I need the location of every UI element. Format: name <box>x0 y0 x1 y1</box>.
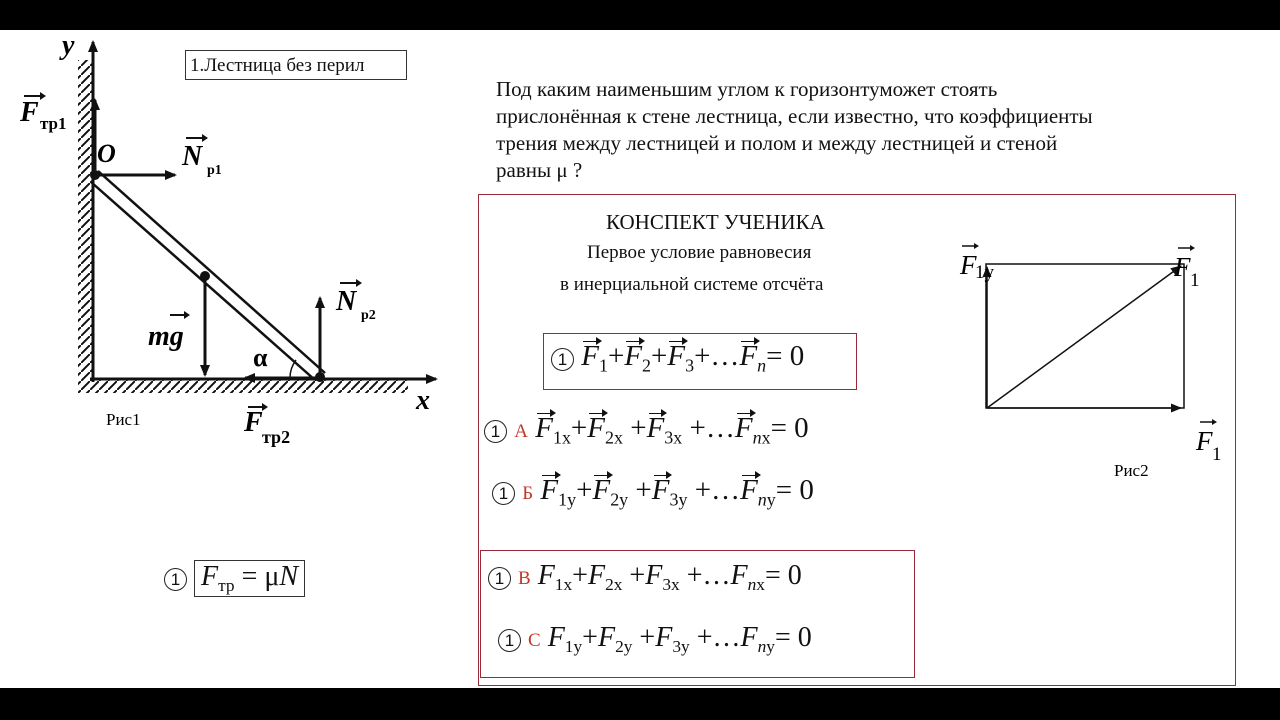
fig1-caption: Рис1 <box>106 410 141 429</box>
svg-text:F: F <box>1196 426 1213 456</box>
question-line-2: прислонённая к стене лестница, если известно, что коэффициенты <box>496 104 1093 128</box>
question-line-3: трения между лестницей и полом и между лестницей и стеной <box>496 131 1058 155</box>
svg-text:F: F <box>20 97 39 128</box>
svg-text:тр2: тр2 <box>262 427 291 447</box>
wall-hatch <box>78 60 93 380</box>
conspect-subtitle-2: в инерциальной системе отсчёта <box>560 274 824 295</box>
label-f1 <box>1173 245 1200 291</box>
svg-text:N: N <box>336 286 357 317</box>
svg-text:F: F <box>1174 252 1191 282</box>
label-c: В <box>518 568 531 589</box>
mark-b: 1 <box>492 482 515 505</box>
vector-f1 <box>987 266 1181 408</box>
axis-y-label: y <box>62 30 75 61</box>
eq-b: 1 Б $F_{1y}+F_{2y} +F_{3y}$ $+\dots F_{ny}= 0$ <box>492 474 814 510</box>
question-line-4: равны μ ? <box>496 158 583 182</box>
label-d: С <box>528 630 541 651</box>
friction-formula: 1 $F_{тр} = \mu N$ <box>164 560 305 597</box>
floor-hatch <box>78 380 408 393</box>
svg-text:mg: mg <box>148 321 184 352</box>
mark-d: 1 <box>498 629 521 652</box>
svg-text:р2: р2 <box>361 308 376 323</box>
fig1-title-box <box>185 50 407 80</box>
svg-text:р1: р1 <box>207 163 222 178</box>
figure-1-ladder <box>0 30 470 470</box>
label-np2 <box>335 279 376 323</box>
svg-text:N: N <box>182 141 203 172</box>
angle-label: α <box>253 343 268 372</box>
axis-x-label: x <box>416 385 430 416</box>
ladder-edge-bottom <box>91 182 315 380</box>
label-f1x <box>1195 419 1222 465</box>
label-a: А <box>514 421 528 442</box>
fig2-caption: Рис2 <box>1114 461 1149 480</box>
svg-text:тр1: тр1 <box>40 114 67 133</box>
mark-a: 1 <box>484 420 507 443</box>
label-f1y <box>959 243 995 283</box>
label-ftr1 <box>19 92 67 133</box>
eq-c: 1 В $F_{1x}+F_{2x} +F_{3x}$ $+\dots F_{nx}= 0$ <box>488 560 802 595</box>
question-text <box>496 76 1093 184</box>
conspect-subtitle-1: Первое условие равновесия <box>587 242 812 263</box>
svg-text:F: F <box>244 407 263 438</box>
label-np1 <box>181 134 222 178</box>
mark-main: 1 <box>551 348 574 371</box>
figure-2-vectors <box>940 210 1240 490</box>
conspect-title: КОНСПЕКТ УЧЕНИКА <box>606 210 825 234</box>
mark-friction: 1 <box>164 568 187 591</box>
ladder-edge-top <box>98 171 325 373</box>
label-ftr2 <box>243 403 290 447</box>
eq-d: 1 С $F_{1y}+F_{2y} +F_{3y}$ $+\dots F_{ny}= 0$ <box>498 622 812 657</box>
svg-text:1: 1 <box>1212 444 1222 465</box>
svg-text:F: F <box>960 250 977 280</box>
origin-label: O <box>97 139 116 168</box>
svg-text:1у: 1у <box>975 262 994 283</box>
label-mg <box>148 311 190 352</box>
eq-main: 1 $F_1+F_2+F_3+\dots F_n= 0$ <box>551 340 804 376</box>
point-center <box>200 271 210 281</box>
fig1-title: 1.Лестница без перил <box>190 55 365 76</box>
mark-c: 1 <box>488 567 511 590</box>
question-line-1: Под каким наименьшим углом к горизонтуможет стоять <box>496 77 998 101</box>
label-b: Б <box>522 483 534 504</box>
eq-a: 1 А $F_{1x}+F_{2x} +F_{3x}$ $+\dots F_{nx}= 0$ <box>484 412 809 448</box>
svg-text:1: 1 <box>1190 270 1200 291</box>
slide <box>0 30 1280 688</box>
